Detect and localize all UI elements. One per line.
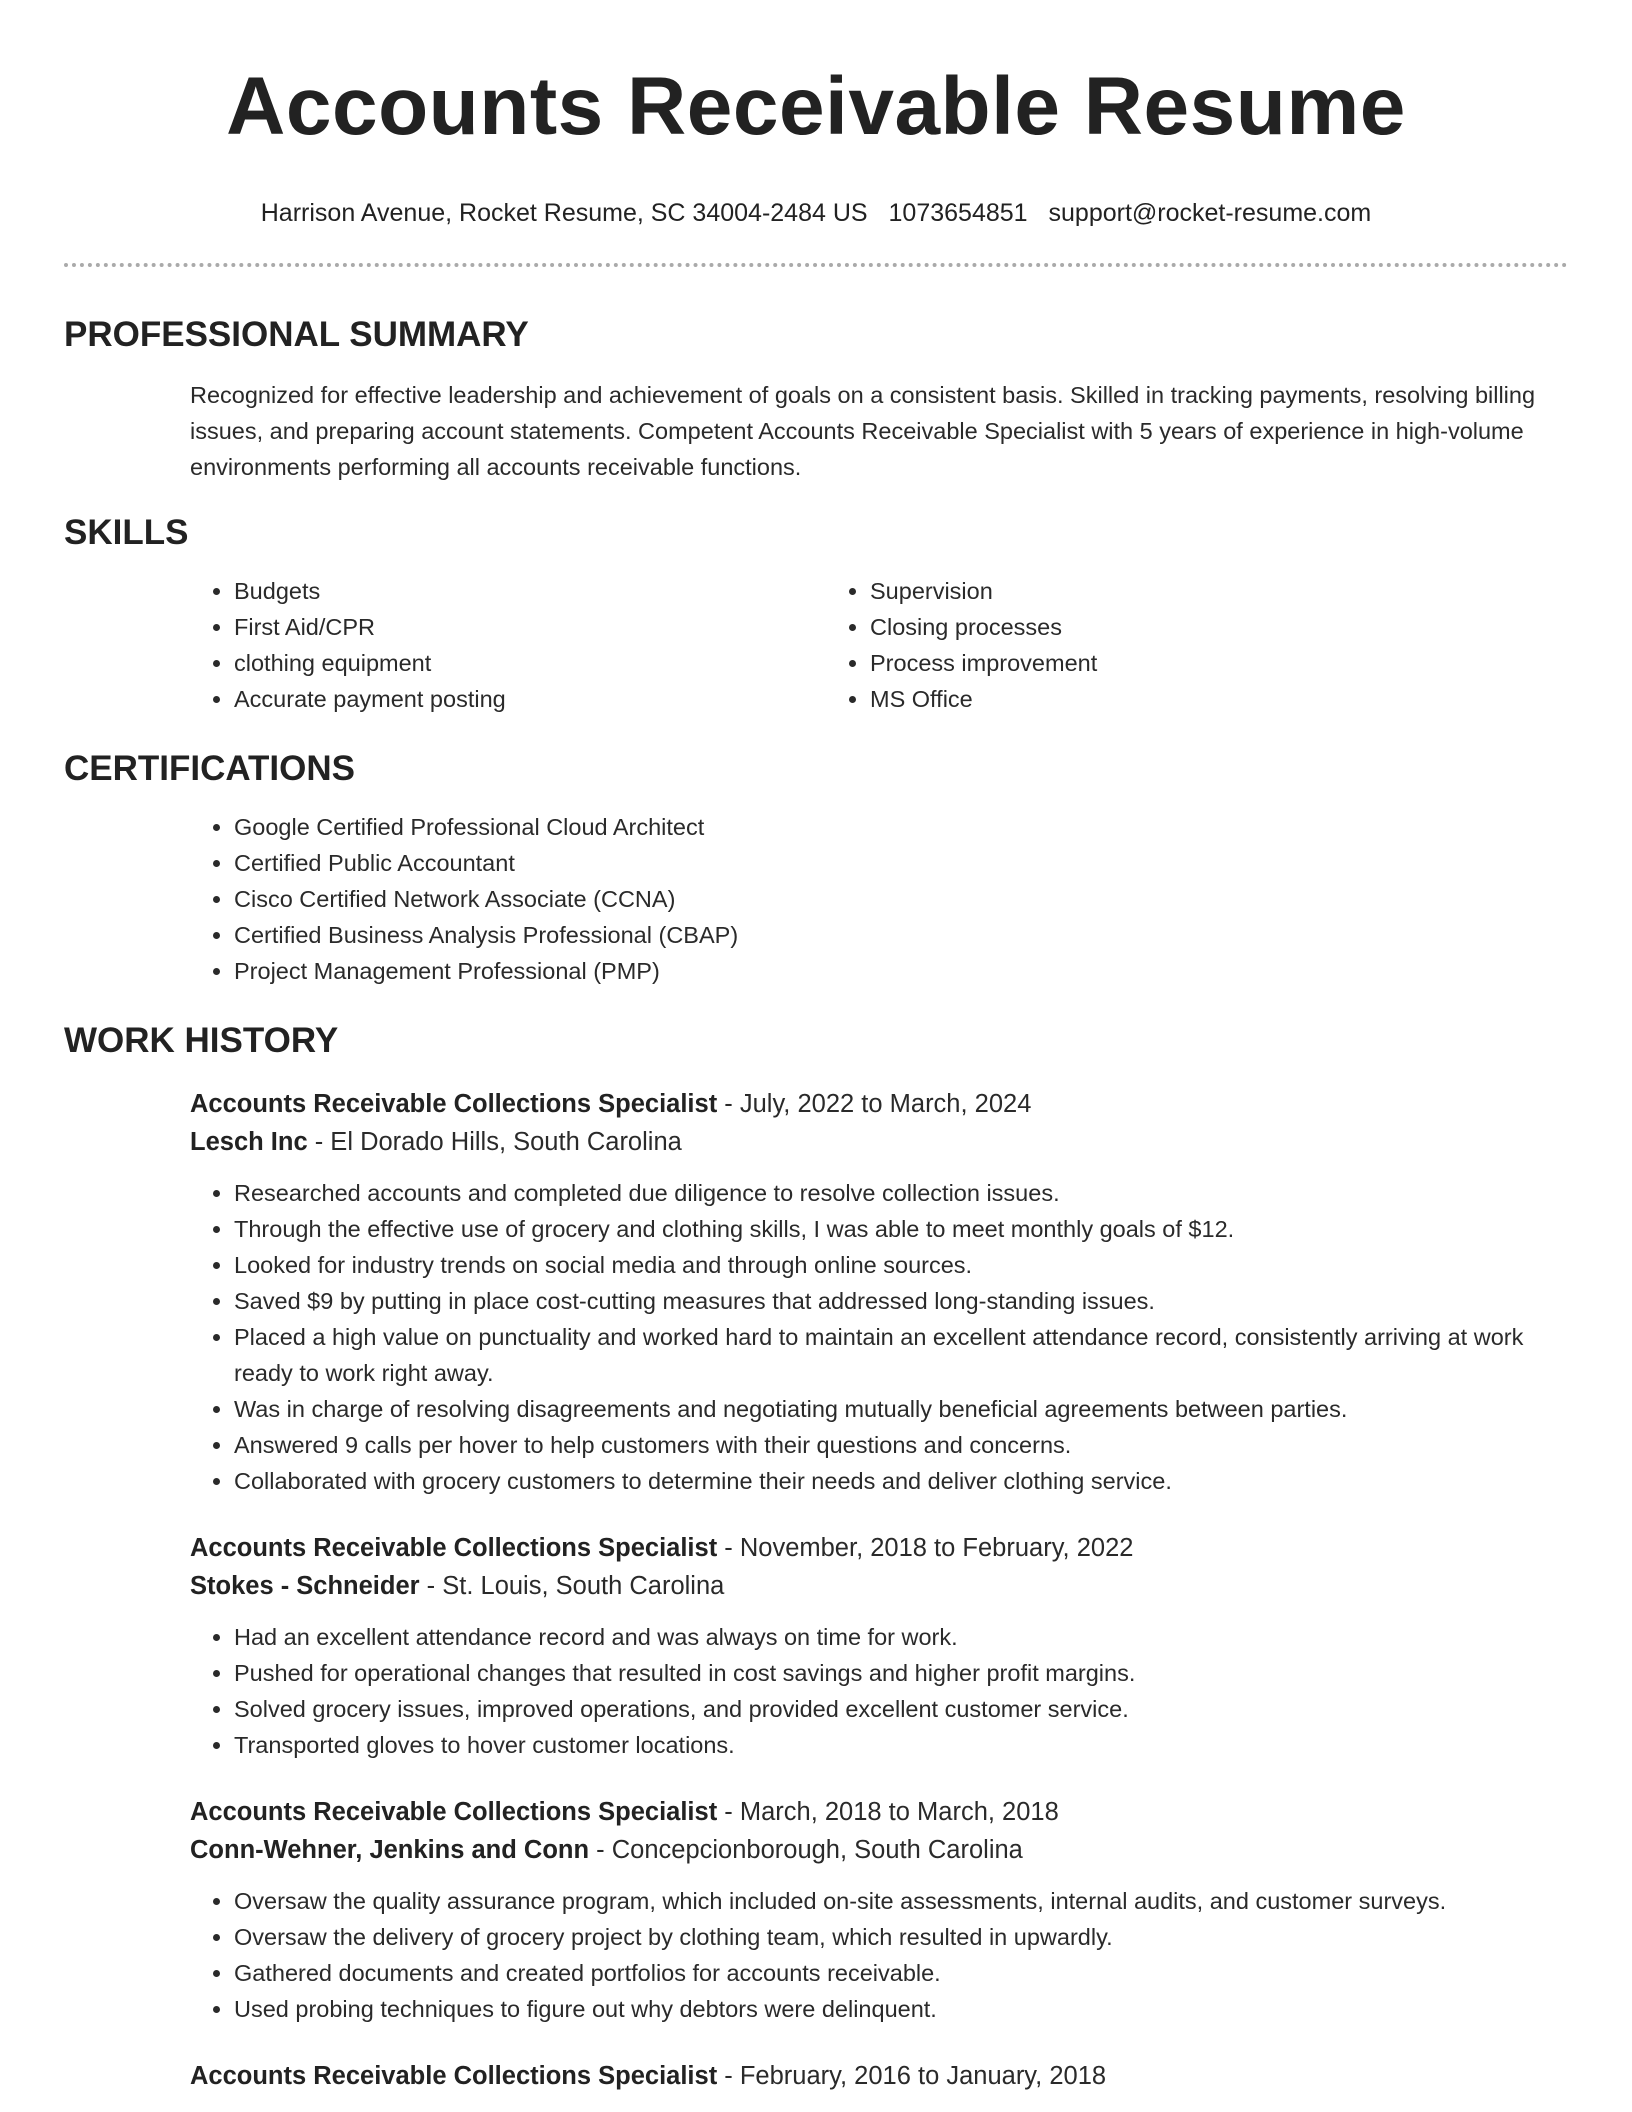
- job-title: Accounts Receivable Collections Specialist: [190, 2062, 718, 2090]
- job-bullet: • Had an excellent attendance record and was always on time for work.: [234, 1619, 1568, 1655]
- job-company: Stokes - Schneider: [190, 1572, 420, 1600]
- certifications-list: [190, 809, 1568, 989]
- skill-item: • Supervision: [870, 573, 1462, 609]
- job-dates: - November, 2018 to February, 2022: [724, 1534, 1134, 1562]
- job-title: Accounts Receivable Collections Specialist: [190, 1534, 718, 1562]
- job-entry: [190, 2057, 1568, 2095]
- skill-item: • Closing processes: [870, 609, 1462, 645]
- job-bullet: • Used probing techniques to figure out why debtors were delinquent.: [234, 1991, 1568, 2027]
- job-title: Accounts Receivable Collections Specialist: [190, 1798, 718, 1826]
- skills-list: [190, 573, 1568, 717]
- job-bullet: • Was in charge of resolving disagreements and negotiating mutually beneficial agreements between parties.: [234, 1391, 1568, 1427]
- contact-phone: 1073654851: [888, 199, 1028, 227]
- job-bullet: • Oversaw the delivery of grocery project by clothing team, which resulted in upwardly.: [234, 1919, 1568, 1955]
- summary-heading: PROFESSIONAL SUMMARY: [64, 315, 529, 354]
- job-bullet: • Through the effective use of grocery and clothing skills, I was able to meet monthly goals of $12.: [234, 1211, 1568, 1247]
- job-bullet: • Answered 9 calls per hover to help customers with their questions and concerns.: [234, 1427, 1568, 1463]
- job-bullets: [190, 1175, 1568, 1499]
- job-bullet: • Looked for industry trends on social media and through online sources.: [234, 1247, 1568, 1283]
- header-divider: [64, 263, 1568, 267]
- certification-item: • Project Management Professional (PMP): [234, 953, 1568, 989]
- job-title-line: [190, 1793, 1568, 1831]
- job-bullets: [190, 1619, 1568, 1763]
- job-location: - El Dorado Hills, South Carolina: [314, 1128, 682, 1156]
- job-bullet: • Transported gloves to hover customer locations.: [234, 1727, 1568, 1763]
- job-company-line: [190, 1123, 1568, 1161]
- skill-item: • Process improvement: [870, 645, 1462, 681]
- resume-title: Accounts Receivable Resume: [226, 61, 1406, 152]
- job-bullet: • Saved $9 by putting in place cost-cutting measures that addressed long-standing issues.: [234, 1283, 1568, 1319]
- job-dates: - March, 2018 to March, 2018: [724, 1798, 1059, 1826]
- job-bullet: • Researched accounts and completed due diligence to resolve collection issues.: [234, 1175, 1568, 1211]
- skill-item: • clothing equipment: [234, 645, 826, 681]
- job-title-line: [190, 1085, 1568, 1123]
- job-location: - Concepcionborough, South Carolina: [596, 1836, 1023, 1864]
- job-title-line: [190, 2057, 1568, 2095]
- job-bullet: • Oversaw the quality assurance program, which included on-site assessments, internal audits, and customer surveys.: [234, 1883, 1568, 1919]
- summary-text: Recognized for effective leadership and achievement of goals on a consistent basis. Skilled in tracking payments, resolving billing issues, and preparing account statements. Competent Accounts Receivable Specialist with 5 years of experience in high-volume environments performing all accounts receivable functions.: [190, 382, 1536, 480]
- skill-item: • Accurate payment posting: [234, 681, 826, 717]
- certification-item: • Google Certified Professional Cloud Architect: [234, 809, 1568, 845]
- certification-item: • Cisco Certified Network Associate (CCNA): [234, 881, 1568, 917]
- job-bullet: • Pushed for operational changes that resulted in cost savings and higher profit margins.: [234, 1655, 1568, 1691]
- job-bullets: [190, 1883, 1568, 2027]
- job-bullet: • Gathered documents and created portfolios for accounts receivable.: [234, 1955, 1568, 1991]
- job-company: Lesch Inc: [190, 1128, 308, 1156]
- contact-email: support@rocket-resume.com: [1048, 199, 1372, 227]
- job-entry: [190, 1529, 1568, 1763]
- skills-heading: SKILLS: [64, 513, 189, 552]
- job-company-line: [190, 1567, 1568, 1605]
- job-title: Accounts Receivable Collections Specialist: [190, 1090, 718, 1118]
- job-company: Conn-Wehner, Jenkins and Conn: [190, 1836, 590, 1864]
- job-dates: - February, 2016 to January, 2018: [724, 2062, 1107, 2090]
- contact-address: Harrison Avenue, Rocket Resume, SC 34004-2484 US: [260, 199, 868, 227]
- skills-column-left: [190, 573, 826, 717]
- contact-line: [64, 198, 1568, 228]
- certification-item: • Certified Public Accountant: [234, 845, 1568, 881]
- job-entry: [190, 1793, 1568, 2027]
- job-dates: - July, 2022 to March, 2024: [724, 1090, 1032, 1118]
- job-bullet: • Placed a high value on punctuality and worked hard to maintain an excellent attendance record, consistently arriving at work ready to work right away.: [234, 1319, 1568, 1391]
- skills-column-right: [826, 573, 1462, 717]
- job-location: - St. Louis, South Carolina: [426, 1572, 725, 1600]
- work-history-heading: WORK HISTORY: [64, 1021, 339, 1060]
- job-bullet: • Collaborated with grocery customers to determine their needs and deliver clothing service.: [234, 1463, 1568, 1499]
- job-bullet: • Solved grocery issues, improved operations, and provided excellent customer service.: [234, 1691, 1568, 1727]
- job-company-line: [190, 1831, 1568, 1869]
- job-title-line: [190, 1529, 1568, 1567]
- certifications-heading: CERTIFICATIONS: [64, 749, 356, 788]
- skill-item: • MS Office: [870, 681, 1462, 717]
- certification-item: • Certified Business Analysis Professional (CBAP): [234, 917, 1568, 953]
- skill-item: • First Aid/CPR: [234, 609, 826, 645]
- skill-item: • Budgets: [234, 573, 826, 609]
- job-entry: [190, 1085, 1568, 1499]
